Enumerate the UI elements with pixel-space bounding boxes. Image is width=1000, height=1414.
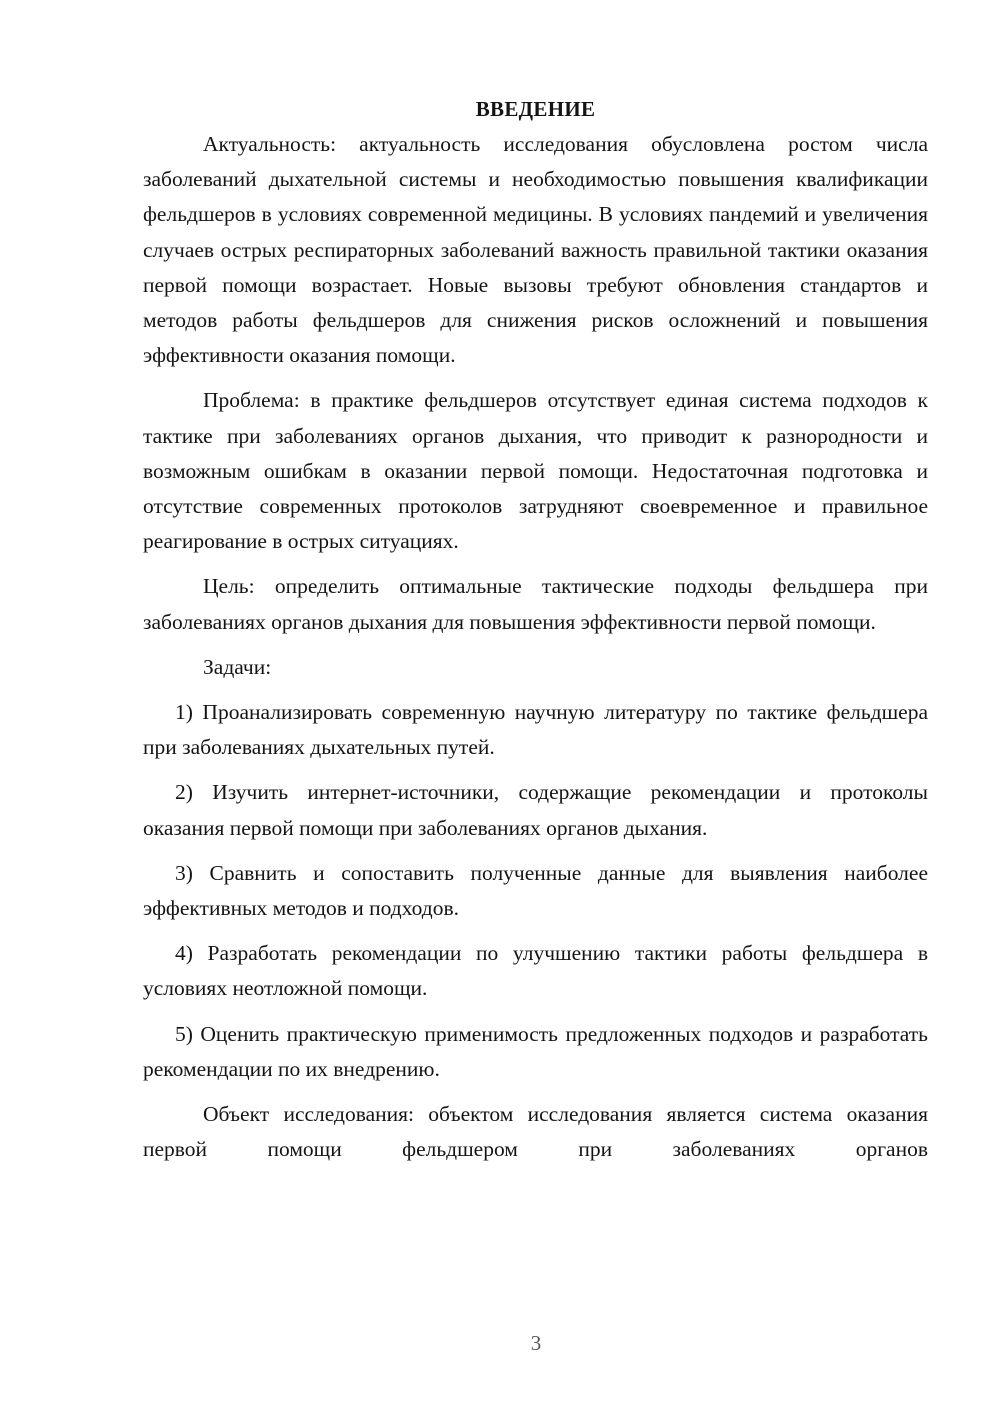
task-item: 2) Изучить интернет-источники, содержащие рекомендации и протоколы оказания первой помощи при заболеваниях органов дыхания.: [143, 780, 928, 840]
page-number: 3: [530, 1331, 542, 1355]
paragraph-relevance: Актуальность: актуальность исследования обусловлена ростом числа заболеваний дыхательной системы и необходимостью повышения квалификации фельдшеров в условиях современной медицины. В условиях пандемий и увеличения случаев острых респираторных заболеваний важность правильной тактики оказания первой помощи возрастает. Новые вызовы требуют обновления стандартов и методов работы фельдшеров для снижения рисков осложнений и повышения эффективности оказания помощи.: [143, 132, 928, 368]
task-item: 5) Оценить практическую применимость предложенных подходов и разработать рекомендации по их внедрению.: [143, 1021, 928, 1081]
tasks-heading: Задачи:: [203, 654, 272, 679]
paragraph-goal: Цель: определить оптимальные тактические подходы фельдшера при заболеваниях органов дыхания для повышения эффективности первой помощи.: [143, 574, 928, 634]
task-item: 1) Проанализировать современную научную литературу по тактике фельдшера при заболеваниях дыхательных путей.: [143, 700, 928, 760]
page-content: [143, 92, 928, 1177]
page-title: ВВЕДЕНИЕ: [475, 97, 596, 121]
task-item: 4) Разработать рекомендации по улучшению тактики работы фельдшера в условиях неотложной помощи.: [143, 941, 928, 1001]
task-item: 3) Сравнить и сопоставить полученные данные для выявления наиболее эффективных методов и подходов.: [143, 860, 928, 921]
paragraph-problem: Проблема: в практике фельдшеров отсутствует единая система подходов к тактике при заболеваниях органов дыхания, что приводит к разнородности и возможным ошибкам в оказании первой помощи. Недостаточная подготовка и отсутствие современных протоколов затрудняют своевременное и правильное реагирование в острых ситуациях.: [143, 388, 928, 554]
paragraph-object: Объект исследования: объектом исследования является система оказания первой помощи фельдшером при заболеваниях органов: [143, 1102, 928, 1162]
